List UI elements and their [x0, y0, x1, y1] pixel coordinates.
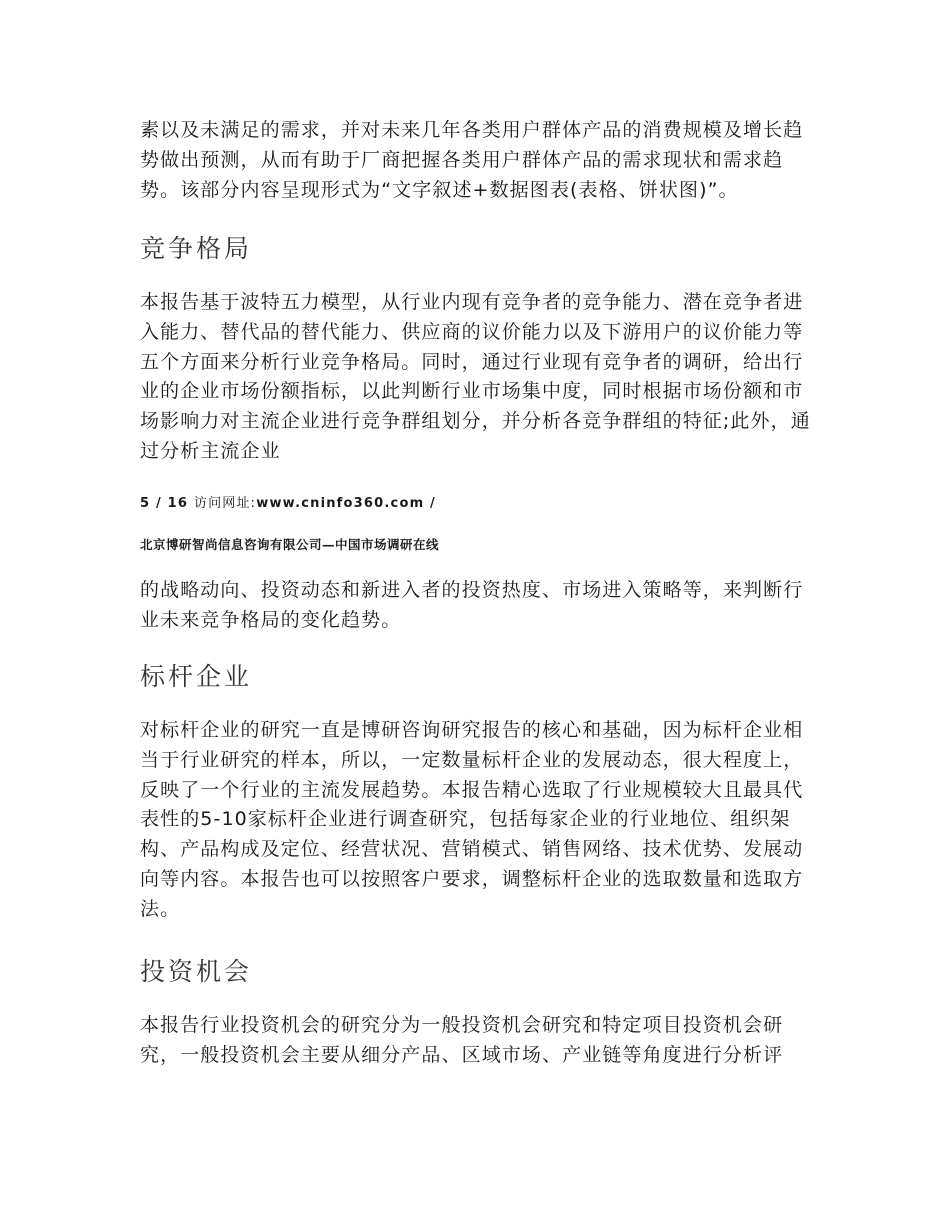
competition-paragraph-part1: 本报告基于波特五力模型，从行业内现有竞争者的竞争能力、潜在竞争者进入能力、替代品的替代能力、供应商的议价能力以及下游用户的议价能力等五个方面来分析行业竞争格局。同时，通过行业现有竞争者的调研，给出行业的企业市场份额指标，以此判断行业市场集中度，同时根据市场份额和市场影响力对主流企业进行竞争群组划分，并分析各竞争群组的特征;此外，通过分析主流企业 [140, 291, 811, 462]
url-separator: / [424, 496, 437, 511]
company-name: 北京博研智尚信息咨询有限公司—中国市场调研在线 [140, 537, 440, 552]
competition-heading: 竞争格局 [140, 234, 253, 263]
footer-page-line [140, 492, 820, 511]
investment-paragraph: 本报告行业投资机会的研究分为一般投资机会研究和特定项目投资机会研究，一般投资机会主要从细分产品、区域市场、产业链等角度进行分析评 [140, 1014, 784, 1066]
visit-label: 访问网址: [193, 496, 257, 511]
benchmark-heading: 标杆企业 [140, 662, 253, 691]
page-indicator: 5 / 16 [140, 496, 189, 511]
competition-paragraph-part2: 的战略动向、投资动态和新进入者的投资热度、市场进入策略等，来判断行业未来竞争格局的变化趋势。 [140, 579, 804, 631]
demand-paragraph: 素以及未满足的需求，并对未来几年各类用户群体产品的消费规模及增长趋势做出预测，从而有助于厂商把握各类用户群体产品的需求现状和需求趋势。该部分内容呈现形式为“文字叙述+数据图表(表格、饼状图)”。 [140, 119, 804, 201]
page-footer [140, 492, 820, 511]
investment-heading: 投资机会 [140, 957, 253, 986]
site-url: www.cninfo360.com [256, 496, 425, 511]
benchmark-paragraph: 对标杆企业的研究一直是博研咨询研究报告的核心和基础，因为标杆企业相当于行业研究的样本，所以，一定数量标杆企业的发展动态，很大程度上，反映了一个行业的主流发展趋势。本报告精心选取了行业规模较大且最具代表性的5-10家标杆企业进行调查研究，包括每家企业的行业地位、组织架构、产品构成及定位、经营状况、营销模式、销售网络、技术优势、发展动向等内容。本报告也可以按照客户要求，调整标杆企业的选取数量和选取方法。 [140, 719, 804, 920]
